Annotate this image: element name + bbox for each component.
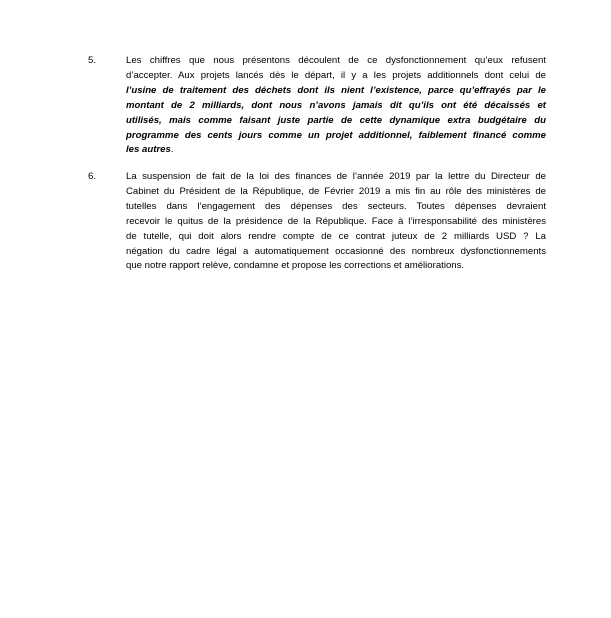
paragraph-text xyxy=(126,170,546,274)
text-line: négation du cadre légal a automatiquement occasionné des nombreux dysfonctionnements xyxy=(126,245,546,257)
text-line: l’usine de traitement des déchets dont ils nient l’existence, parce qu’effrayés par le xyxy=(126,84,546,96)
paragraph-number: 6. xyxy=(88,171,97,182)
text-line: que notre rapport relève, condamne et propose les corrections et améliorations. xyxy=(126,260,465,272)
text-line: recevoir le quitus de la présidence de la République. Face à l’irresponsabilité des ministères xyxy=(126,215,546,227)
text-line: La suspension de fait de la loi des finances de l’année 2019 par la lettre du Directeur de xyxy=(126,171,546,182)
text-line: les autres. xyxy=(126,144,174,156)
text-line: d’accepter. Aux projets lancés dès le départ, il y a les projets additionnels dont celui de xyxy=(126,69,546,81)
text-line: de tutelle, qui doit alors rendre compte de ce contrat juteux de 2 milliards USD ? La xyxy=(126,230,546,242)
text-line: Cabinet du Président de la République, de Février 2019 a mis fin au rôle des ministères de xyxy=(126,185,546,197)
text-line: tutelles dans l’engagement des dépenses des secteurs. Toutes dépenses devraient xyxy=(126,200,546,212)
text-line: utilisés, mais comme faisant juste partie de cette dynamique extra budgétaire du xyxy=(126,114,546,126)
paragraph-text xyxy=(126,54,546,158)
paragraph-number: 5. xyxy=(88,55,97,66)
text-line: Les chiffres que nous présentons découlent de ce dysfonctionnement qu’eux refusent xyxy=(126,55,546,66)
text-line: programme des cents jours comme un projet additionnel, faiblement financé comme xyxy=(126,129,546,141)
text-line: montant de 2 milliards, dont nous n’avons jamais dit qu’ils ont été décaissés et xyxy=(126,99,546,111)
